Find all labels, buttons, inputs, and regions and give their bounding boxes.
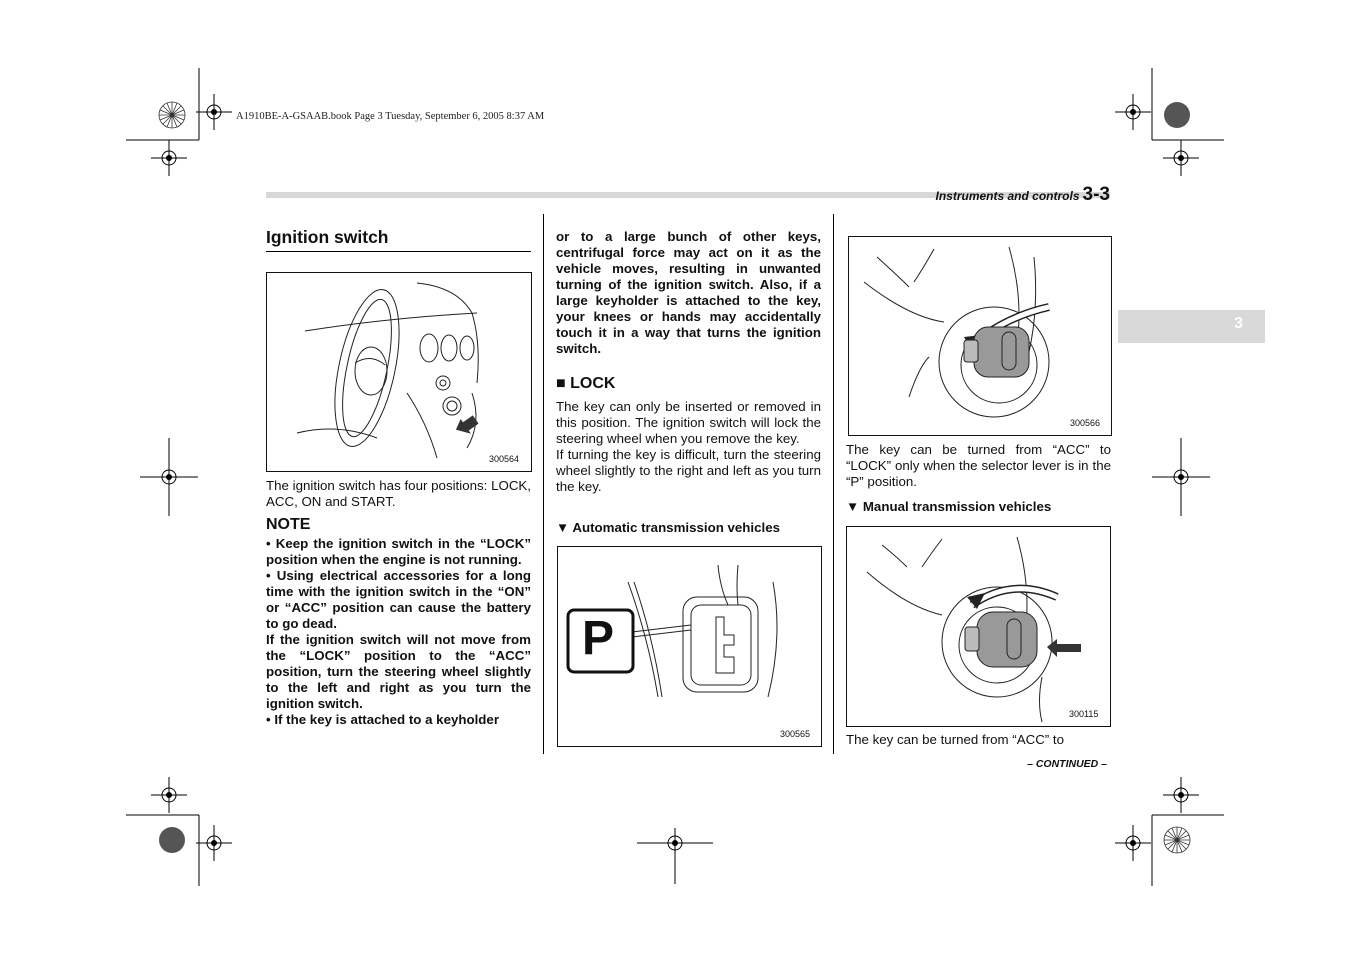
figure-number: 300565 [780, 729, 811, 739]
page-title: Ignition switch [266, 227, 389, 247]
note-item: • If the key is attached to a keyholder [266, 712, 499, 727]
lock-text [556, 399, 821, 495]
figure-number: 300564 [489, 454, 520, 464]
intro-text: The ignition switch has four positions: LOCK, ACC, ON and START. [266, 478, 531, 509]
mt-description: The key can be turned from “ACC” to [846, 732, 1065, 747]
at-description: The key can be turned from “ACC” to “LOCK” only when the selector lever is in the “P” position. [846, 442, 1111, 489]
note-item: • Keep the ignition switch in the “LOCK” position when the engine is not running. [266, 536, 531, 567]
title-underline [266, 251, 531, 252]
figure-key-mt [846, 526, 1111, 727]
figure-number: 300566 [1070, 418, 1101, 428]
lock-paragraph: If turning the key is difficult, turn the steering wheel slightly to the right and left as you turn the key. [556, 447, 821, 494]
section-title: Instruments and controls [935, 189, 1080, 203]
column-divider [543, 214, 544, 754]
figure-number: 300115 [1069, 709, 1099, 719]
park-letter: P [582, 612, 615, 665]
figure-key-at [848, 236, 1112, 436]
key-mt-illustration [847, 527, 1110, 726]
lock-paragraph: The key can only be inserted or removed in this position. The ignition switch will lock the steering wheel when you remove the key. [556, 399, 821, 446]
file-info: A1910BE-A-GSAAB.book Page 3 Tuesday, September 6, 2005 8:37 AM [236, 111, 545, 122]
key-at-illustration [849, 237, 1111, 435]
note-item: • Using electrical accessories for a long time with the ignition switch in the “ON” or “ACC” position can cause the battery to go dead. [266, 568, 531, 631]
note-continuation: or to a large bunch of other keys, centrifugal force may act on it as the vehicle moves, resulting in unwanted turning of the ignition switch. Also, if a large keyholder is attached to the key, your knees or hands may accidentally touch it in a way that turns the ignition switch. [556, 229, 821, 356]
mt-heading: ▼ Manual transmission vehicles [846, 499, 1052, 514]
column-divider [833, 214, 834, 754]
figure-steering-wheel [266, 272, 532, 472]
note-heading: NOTE [266, 516, 311, 533]
continued-label: – CONTINUED – [1027, 758, 1107, 770]
steering-wheel-illustration [267, 273, 531, 471]
running-header [936, 184, 1111, 206]
lock-heading: ■ LOCK [556, 375, 616, 392]
note-body [266, 536, 531, 728]
figure-shift-lever [557, 546, 822, 747]
at-heading: ▼ Automatic transmission vehicles [556, 520, 781, 535]
page-number: 3-3 [1082, 184, 1110, 205]
note-item: If the ignition switch will not move from the “LOCK” position to the “ACC” position, turn the steering wheel slightly to the left and right as you turn the ignition switch. [266, 632, 531, 711]
chapter-tab: 3 [1118, 310, 1265, 343]
